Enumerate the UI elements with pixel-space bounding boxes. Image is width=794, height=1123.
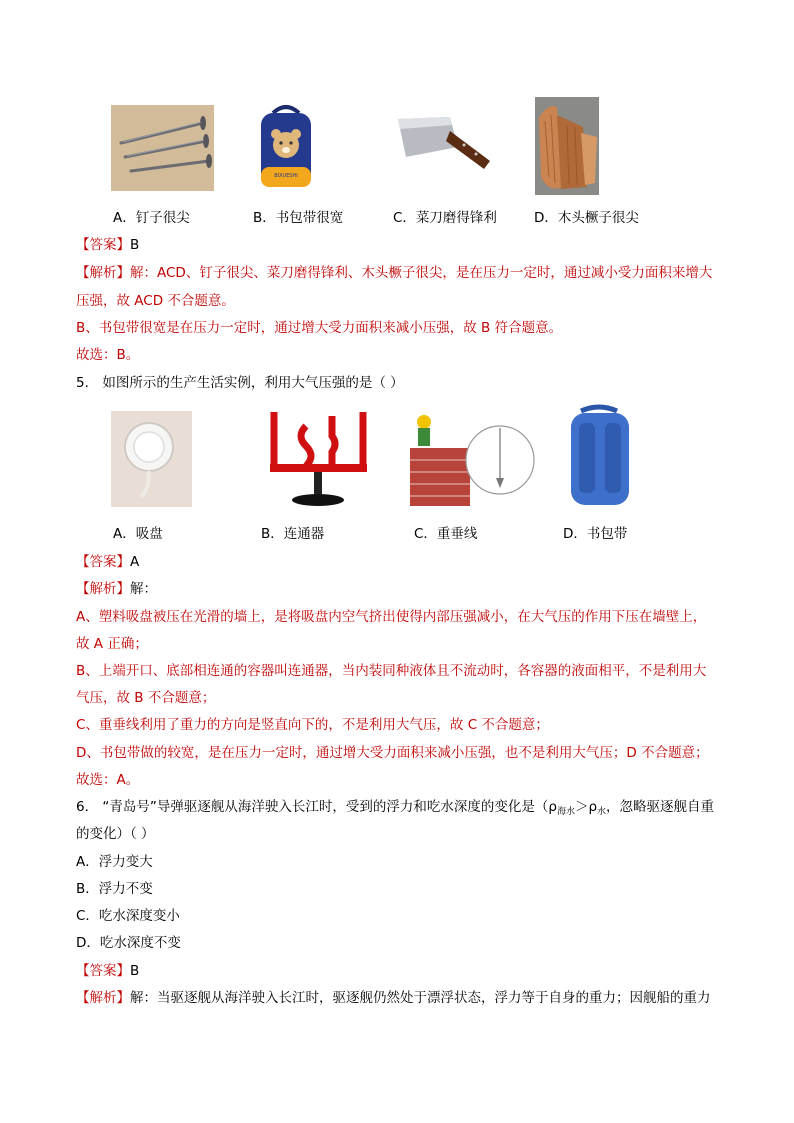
answer-value: B — [130, 237, 140, 253]
q5-analysis-line-3: B、上端开口、底部相连通的容器叫连通器，当内装同种液体且不流动时，各容器的液面相平，不是利用大 — [76, 663, 707, 679]
analysis-label: 【解析】 — [76, 265, 130, 281]
q5-option-c: C．重垂线 — [414, 526, 478, 542]
q4-analysis-line-4: 故选：B。 — [76, 347, 140, 363]
backpack-image — [251, 101, 321, 191]
q4-option-d: D．木头橛子很尖 — [534, 210, 639, 226]
backpack-print-text: BIXUESHI — [274, 173, 298, 179]
wooden-wedge-image — [535, 97, 599, 195]
answer-label: 【答案】 — [76, 963, 130, 979]
q5-analysis-line-2: 故 A 正确； — [76, 636, 148, 652]
q5-analysis-line-7: 故选：A。 — [76, 772, 140, 788]
q5-analysis-head: 【解析】解： — [76, 581, 157, 597]
q5-answer — [76, 552, 139, 572]
q5-option-a: A．吸盘 — [113, 526, 163, 542]
plumb-line-image — [410, 408, 540, 506]
q6-stem-line-2: 的变化）（ ） — [76, 826, 155, 842]
q6-analysis-line-1: 【解析】解：当驱逐舰从海洋驶入长江时，驱逐舰仍然处于漂浮状态，浮力等于自身的重力；因舰船的重力 — [76, 990, 711, 1006]
q5-option-b: B．连通器 — [261, 526, 325, 542]
q6-option-a: A．浮力变大 — [76, 854, 153, 870]
q6-option-c: C．吃水深度变小 — [76, 908, 180, 924]
q6-option-d: D．吃水深度不变 — [76, 935, 181, 951]
blue-backpack-image — [563, 403, 636, 511]
q4-options — [0, 208, 794, 228]
q5-analysis-line-6: D、书包带做的较宽，是在压力一定时，通过增大受力面积来减小压强，也不是利用大气压；D 不合题意； — [76, 745, 709, 761]
nails-image — [111, 105, 214, 191]
q4-analysis-line-3: B、书包带很宽是在压力一定时，通过增大受力面积来减小压强，故 B 符合题意。 — [76, 320, 563, 336]
analysis-label: 【解析】 — [76, 581, 130, 597]
q5-stem: 5． 如图所示的生产生活实例，利用大气压强的是（ ） — [76, 375, 404, 391]
q6-option-b: B．浮力不变 — [76, 881, 153, 897]
communicating-vessel-image — [266, 406, 371, 514]
q6-answer — [76, 961, 139, 981]
analysis-label: 【解析】 — [76, 990, 130, 1006]
q4-analysis-line-2: 压强，故 ACD 不合题意。 — [76, 293, 235, 309]
q5-analysis-line-1: A、塑料吸盘被压在光滑的墙上，是将吸盘内空气挤出使得内部压强减小，在大气压的作用下压在墙壁上， — [76, 609, 707, 625]
q4-option-b: B．书包带很宽 — [253, 210, 344, 226]
q5-analysis-line-5: C、重垂线利用了重力的方向是竖直向下的，不是利用大气压，故 C 不合题意； — [76, 717, 549, 733]
answer-value: A — [130, 554, 140, 570]
q5-options — [0, 524, 794, 544]
q4-option-c: C．菜刀磨得锋利 — [393, 210, 497, 226]
q4-answer — [76, 235, 139, 255]
suction-cup-image — [111, 411, 192, 507]
q6-stem-line-1: 6． “青岛号”导弹驱逐舰从海洋驶入长江时，受到的浮力和吃水深度的变化是（$\rho_{海水}>\rho_水$，忽略驱逐舰自重 — [76, 799, 715, 817]
answer-value: B — [130, 963, 140, 979]
q5-option-d: D．书包带 — [563, 526, 628, 542]
answer-label: 【答案】 — [76, 554, 130, 570]
q5-analysis-line-4: 气压，故 B 不合题意； — [76, 690, 216, 706]
cleaver-image — [394, 113, 496, 177]
q4-analysis-line-1: 【解析】解：ACD、钉子很尖、菜刀磨得锋利、木头橛子很尖，是在压力一定时，通过减小受力面积来增大 — [76, 265, 713, 281]
q4-option-a: A．钉子很尖 — [113, 210, 190, 226]
answer-label: 【答案】 — [76, 237, 130, 253]
